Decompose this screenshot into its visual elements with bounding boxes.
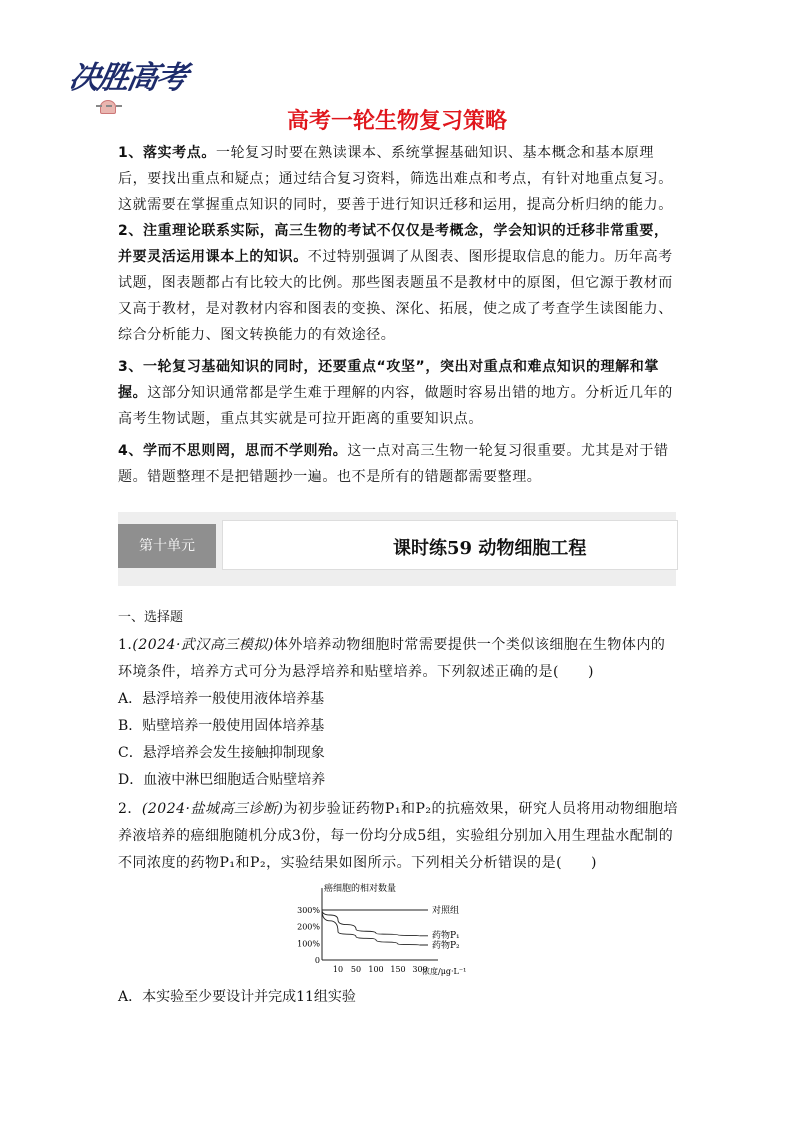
lesson-title-box [222,520,678,570]
series-line [322,910,428,945]
y-tick-label: 0 [314,956,320,965]
y-tick-label: 100% [297,939,320,949]
strategy-body: 这一点对高三生物一轮复习很重要。尤其是对于错题。错题整理不是把错题抄一遍。也不是所有的错题都需要整理。 [118,443,669,485]
series-label: 药物P₁ [432,931,460,941]
question-number: 2． [118,801,142,817]
q1-option-d: D．血液中淋巴细胞适合贴壁培养 [118,772,326,788]
q2-option-a: A．本实验至少要设计并完成11组实验 [118,989,356,1005]
question-text: 体外培养动物细胞时常需要提供一个类似该细胞在生物体内的环境条件，培养方式可分为悬浮培养和贴壁培养。下列叙述正确的是( ) [118,637,666,680]
q1-option-c: C．悬浮培养会发生接触抑制现象 [118,745,325,761]
question-2-stem [118,796,678,877]
series-label: 对照组 [432,906,460,916]
question-1-stem [118,632,678,686]
q1-option-a: A．悬浮培养一般使用液体培养基 [118,691,325,707]
series-label: 药物P₂ [432,941,460,951]
strategy-body: 一轮复习时要在熟读课本、系统掌握基础知识、基本概念和基本原理后，要找出重点和疑点；通过结合复习资料，筛选出难点和考点，有针对地重点复习。这就需要在掌握重点知识的同时，要善于进行知识迁移和运用，提高分析归纳的能力。 [118,145,673,213]
strategy-lead: 4、学而不思则罔，思而不学则殆。 [118,443,348,459]
question-source: (2024·武汉高三模拟) [132,637,274,653]
y-tick-label: 200% [297,922,320,932]
section-heading: 一、选择题 [118,610,184,625]
strategy-lead: 2、注重理论联系实际，高三生物的考试不仅仅是考概念，学会知识的迁移非常重要，并要灵活运用课本上的知识。 [118,223,669,265]
question-source: (2024·盐城高三诊断) [141,801,284,817]
x-tick-label: 300 [412,965,428,974]
unit-label: 第十单元 [118,524,216,568]
question-number: 1. [118,637,133,653]
logo-text: 决胜高考 [66,60,189,96]
strategy-item-3 [118,354,678,432]
page-title: 高考一轮生物复习策略 [286,109,507,134]
x-axis-label: 浓度/μg·L⁻¹ [422,967,467,976]
strategy-body: 不过特别强调了从图表、图形提取信息的能力。历年高考试题，图表题都占有比较大的比例。那些图表题虽不是教材中的原图，但它源于教材而又高于教材，是对教材内容和图表的变换、深化、拓展，使之成了考查学生读图能力、综合分析能力、图文转换能力的有效途径。 [118,249,673,343]
y-axis-label: 癌细胞的相对数量 [324,884,397,894]
question-text: 为初步验证药物P₁和P₂的抗癌效果，研究人员将用动物细胞培养液培养的癌细胞随机分成3份，每一份均分成5组，实验组分别加入用生理盐水配制的不同浓度的药物P₁和P₂，实验结果如图所示。下列相关分析错误的是( ) [118,801,679,871]
y-tick-label: 300% [297,906,320,915]
strategy-lead: 3、一轮复习基础知识的同时，还要重点“攻坚”，突出对重点和难点知识的理解和掌握。 [118,359,659,401]
strategy-item-4 [118,438,678,490]
q1-option-b: B．贴壁培养一般使用固体培养基 [118,718,325,734]
x-tick-label: 100 [368,965,384,974]
x-tick-label: 150 [390,965,406,974]
cancer-cell-chart [288,880,518,980]
strategy-item-1 [118,140,678,218]
x-tick-label: 10 [332,965,344,974]
strategy-item-2 [118,218,678,348]
strategy-body: 这部分知识通常都是学生难于理解的内容，做题时容易出错的地方。分析近几年的高考生物试题，重点其实就是可拉开距离的重要知识点。 [118,385,673,427]
strategy-lead: 1、落实考点。 [118,145,216,161]
logo-decoration [96,92,166,102]
unit-banner [118,512,676,586]
lesson-title: 课时练59 动物细胞工程 [393,538,587,559]
x-tick-label: 50 [350,965,362,974]
